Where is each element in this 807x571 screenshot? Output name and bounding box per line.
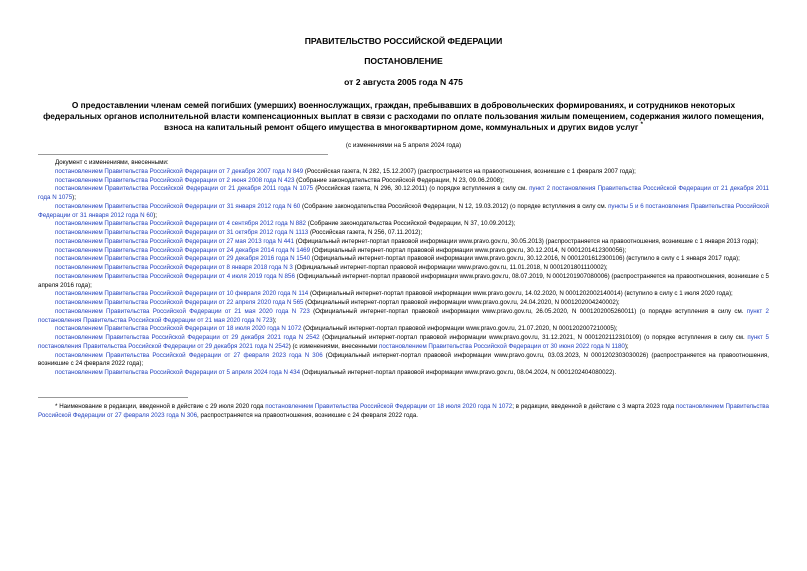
change-item <box>38 325 769 334</box>
change-text: (Собрание законодательства Российской Федерации, N 12, 19.03.2012) (о порядке вступления в силу см. <box>300 202 609 210</box>
changes-list <box>38 159 769 378</box>
change-text: (Официальный интернет-портал правовой информации www.pravo.gov.ru, 30.12.2014, N 0001201412300056); <box>310 246 627 254</box>
change-item <box>38 273 769 291</box>
change-item <box>38 369 769 378</box>
change-text: (Российская газета, N 256, 07.11.2012); <box>308 229 423 236</box>
change-item <box>38 203 769 221</box>
change-item <box>38 185 769 203</box>
change-text: ); <box>153 211 157 219</box>
title-footnote-mark[interactable]: * <box>640 122 643 129</box>
change-link[interactable]: постановлением Правительства Российской Федерации от 8 января 2018 года N 3 <box>55 264 293 271</box>
change-text: ) (с изменениями, внесенными <box>288 342 379 350</box>
change-text: (Официальный интернет-портал правовой информации www.pravo.gov.ru, 11.01.2018, N 0001201801110002); <box>292 264 608 271</box>
change-item <box>38 238 769 247</box>
change-link[interactable]: постановлением Правительства Российской Федерации от 18 июля 2020 года N 1072 <box>55 325 302 333</box>
change-item <box>38 229 769 238</box>
change-text: (Российская газета, N 282, 15.12.2007) (распространяется на правоотношения, возникшие с 1 февраля 2007 года); <box>303 167 636 175</box>
change-link[interactable]: постановлением Правительства Российской Федерации от 21 мая 2020 года N 723 <box>55 307 310 315</box>
change-item <box>38 308 769 326</box>
footnote-mark: * <box>55 402 58 410</box>
change-text: ); <box>624 342 629 350</box>
change-item <box>38 168 769 177</box>
change-text: (Российская газета, N 296, 30.12.2011) (о порядке вступления в силу см. <box>313 185 530 193</box>
footnote-text-3: , распространяется на правоотношения, возникшие с 24 февраля 2022 года. <box>197 411 419 419</box>
change-link[interactable]: постановлением Правительства Российской Федерации от 21 декабря 2011 года N 1075 <box>55 185 314 193</box>
document-title <box>42 100 765 133</box>
change-item <box>38 177 769 186</box>
change-link[interactable]: постановлением Правительства Российской Федерации от 10 февраля 2020 года N 114 <box>55 290 309 298</box>
change-link[interactable]: постановлением Правительства Российской Федерации от 22 апреля 2020 года N 565 <box>55 299 304 306</box>
document-title-text: О предоставлении членам семей погибших (умерших) военнослужащих, граждан, пребывавших в добровольческих формированиях, и сотрудников некоторых федеральных органов исполнительной власти компенсационных выплат в связи с расходами по оплате пользования жилым помещением, содержания жилого помещения, взноса на капитальный ремонт общего имущества в многоквартирном доме, коммунальных и других видов услуг <box>43 100 764 132</box>
change-link[interactable]: пункт 5 постановления Правительства Российской Федерации от 29 декабря 2021 года N 2542 <box>38 334 769 350</box>
change-text: ); <box>72 194 76 201</box>
footnote-text-2: ; в редакции, введенной в действие с 3 марта 2023 года <box>512 402 676 410</box>
change-text: (Официальный интернет-портал правовой информации www.pravo.gov.ru, 31.12.2021, N 0001202112310109) (о порядке вступления в силу см. <box>319 334 748 341</box>
change-text: ); <box>272 316 277 324</box>
change-link[interactable]: постановлением Правительства Российской Федерации от 29 декабря 2016 года N 1540 <box>55 255 311 263</box>
change-text: (Официальный интернет-портал правовой информации www.pravo.gov.ru, 24.04.2020, N 0001202004240002); <box>303 299 620 306</box>
change-text: (Официальный интернет-портал правовой информации www.pravo.gov.ru, 08.04.2024, N 0001202404080022). <box>300 369 617 376</box>
change-text: (Официальный интернет-портал правовой информации www.pravo.gov.ru, 03.03.2023, N 0001202303030026) (распространяется на правоотношения, возникшие с 24 февраля 2022 года); <box>38 351 769 368</box>
change-link[interactable]: постановлением Правительства Российской Федерации от 4 июля 2019 года N 856 <box>55 272 295 280</box>
change-text: (Официальный интернет-портал правовой информации www.pravo.gov.ru, 14.02.2020, N 0001202002140014) (вступило в силу с 1 июля 2020 года); <box>308 290 733 298</box>
change-text: (Собрание законодательства Российской Федерации, N 23, 09.06.2008); <box>294 176 504 184</box>
footnote-text-1: Наименование в редакции, введенной в действие с 29 июля 2020 года <box>57 402 266 410</box>
change-item <box>38 220 769 229</box>
change-link[interactable]: постановлением Правительства Российской Федерации от 27 мая 2013 года N 441 <box>55 237 295 245</box>
change-link[interactable]: постановлением Правительства Российской Федерации от 5 апреля 2024 года N 434 <box>55 369 301 376</box>
change-text: (Официальный интернет-портал правовой информации www.pravo.gov.ru, 21.07.2020, N 0001202007210005); <box>301 325 618 333</box>
document-type: ПОСТАНОВЛЕНИЕ <box>364 56 443 66</box>
change-item <box>38 247 769 256</box>
change-link[interactable]: постановлением Правительства Российской Федерации от 2 июня 2008 года N 423 <box>55 176 295 184</box>
change-link[interactable]: пункты 5 и 6 постановления Правительства Российской Федерации от 31 января 2012 года N 60 <box>38 202 769 219</box>
change-item <box>38 352 769 370</box>
change-link[interactable]: постановлением Правительства Российской Федерации от 4 сентября 2012 года N 882 <box>55 220 306 228</box>
change-item <box>38 334 769 352</box>
change-link[interactable]: пункт 2 постановления Правительства Российской Федерации от 21 декабря 2011 года N 1075 <box>38 185 769 201</box>
document-date-number: от 2 августа 2005 года N 475 <box>344 77 463 87</box>
editions-note: (с изменениями на 5 апреля 2024 года) <box>345 142 462 149</box>
footnote-divider <box>38 397 188 398</box>
change-item <box>38 255 769 264</box>
change-link[interactable]: пункт 2 постановления Правительства Российской Федерации от 21 мая 2020 года N 723 <box>38 307 769 324</box>
change-link[interactable]: постановлением Правительства Российской Федерации от 31 января 2012 года N 60 <box>55 202 301 210</box>
change-link[interactable]: постановлением Правительства Российской Федерации от 7 декабря 2007 года N 849 <box>55 167 304 175</box>
changes-intro: Документ с изменениями, внесенными: <box>55 159 169 166</box>
changes-divider <box>38 154 328 155</box>
change-text: (Официальный интернет-портал правовой информации www.pravo.gov.ru, 26.05.2020, N 0001202005260011) (о порядке вступления в силу см. <box>309 307 747 315</box>
change-text: (Официальный интернет-портал правовой информации www.pravo.gov.ru, 08.07.2019, N 0001201907080006) (распространяется на правоотношения, возникшие с 5 апреля 2016 года); <box>38 272 769 289</box>
change-item <box>38 290 769 299</box>
change-link[interactable]: постановлением Правительства Российской Федерации от 31 октября 2012 года N 1113 <box>55 229 309 236</box>
change-text: (Собрание законодательства Российской Федерации, N 37, 10.09.2012); <box>305 220 516 228</box>
change-link[interactable]: постановлением Правительства Российской Федерации от 27 февраля 2023 года N 306 <box>55 351 323 359</box>
footnote-link-2[interactable]: постановлением Правительства Российской Федерации от 27 февраля 2023 года N 306 <box>38 402 769 419</box>
change-item <box>38 264 769 273</box>
change-link[interactable]: постановлением Правительства Российской Федерации от 30 июня 2022 года N 1180 <box>378 342 625 350</box>
footnote <box>38 402 769 420</box>
change-item <box>38 299 769 308</box>
change-text: (Официальный интернет-портал правовой информации www.pravo.gov.ru, 30.12.2016, N 0001201612300106) (вступило в силу с 1 января 2017 года); <box>310 255 740 263</box>
footnote-link-1[interactable]: постановлением Правительства Российской Федерации от 18 июля 2020 года N 1072 <box>265 402 513 410</box>
change-text: (Официальный интернет-портал правовой информации www.pravo.gov.ru, 30.05.2013) (распространяется на правоотношения, возникшие с 1 января 2013 года); <box>294 237 759 245</box>
government-name: ПРАВИТЕЛЬСТВО РОССИЙСКОЙ ФЕДЕРАЦИИ <box>304 36 503 46</box>
change-link[interactable]: постановлением Правительства Российской Федерации от 24 декабря 2014 года N 1469 <box>55 246 311 254</box>
change-link[interactable]: постановлением Правительства Российской Федерации от 29 декабря 2021 года N 2542 <box>55 334 320 341</box>
